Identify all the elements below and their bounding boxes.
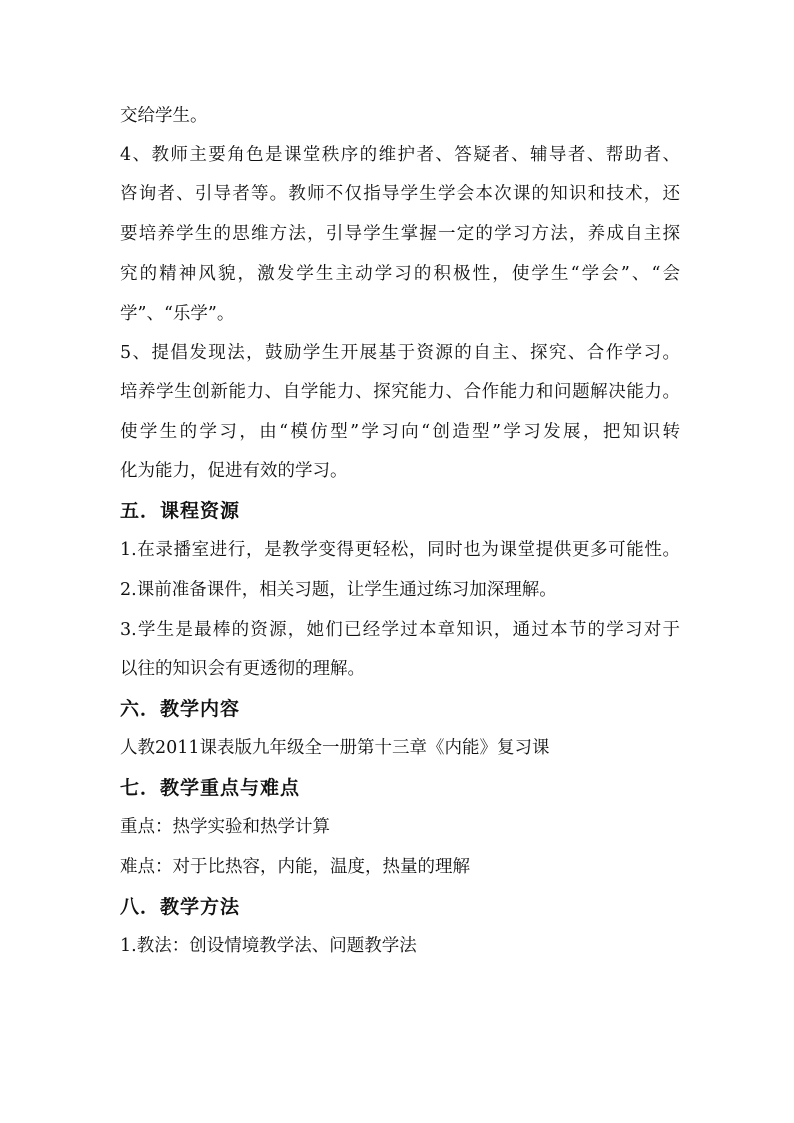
paragraph-line: 以往的知识会有更透彻的理解。: [120, 659, 365, 679]
section-heading: 七．教学重点与难点: [120, 777, 301, 799]
paragraph-line: 人教2011课表版九年级全一册第十三章《内能》复习课: [120, 738, 550, 758]
paragraph-line: 5、提倡发现法，鼓励学生开展基于资源的自主、探究、合作学习。: [120, 343, 680, 363]
paragraph-line: 培养学生创新能力、自学能力、探究能力、合作能力和问题解决能力。: [120, 382, 680, 402]
section-heading: 五．课程资源: [120, 500, 241, 522]
paragraph-line: 1.教法：创设情境教学法、问题教学法: [120, 936, 417, 956]
section-heading: 八．教学方法: [120, 896, 241, 918]
paragraph-line: 学”、“乐学”。: [120, 304, 235, 324]
paragraph-line: 交给学生。: [120, 106, 208, 126]
paragraph-line: 难点：对于比热容，内能，温度，热量的理解: [120, 857, 470, 877]
section-heading: 六．教学内容: [120, 698, 241, 720]
paragraph-line: 4、教师主要角色是课堂秩序的维护者、答疑者、辅导者、帮助者、: [120, 145, 680, 165]
paragraph-line: 究的精神风貌，激发学生主动学习的积极性，使学生“学会”、“会: [120, 264, 680, 284]
paragraph-line: 1.在录播室进行，是教学变得更轻松，同时也为课堂提供更多可能性。: [120, 540, 680, 560]
paragraph-line: 2.课前准备课件，相关习题，让学生通过练习加深理解。: [120, 580, 557, 600]
paragraph-line: 3.学生是最棒的资源，她们已经学过本章知识，通过本节的学习对于: [120, 620, 680, 640]
paragraph-line: 要培养学生的思维方法，引导学生掌握一定的学习方法，养成自主探: [120, 224, 680, 244]
paragraph-line: 化为能力，促进有效的学习。: [120, 461, 348, 481]
paragraph-line: 重点：热学实验和热学计算: [120, 817, 330, 837]
paragraph-line: 咨询者、引导者等。教师不仅指导学生学会本次课的知识和技术，还: [120, 184, 680, 204]
paragraph-line: 使学生的学习，由“模仿型”学习向“创造型”学习发展，把知识转: [120, 422, 680, 442]
